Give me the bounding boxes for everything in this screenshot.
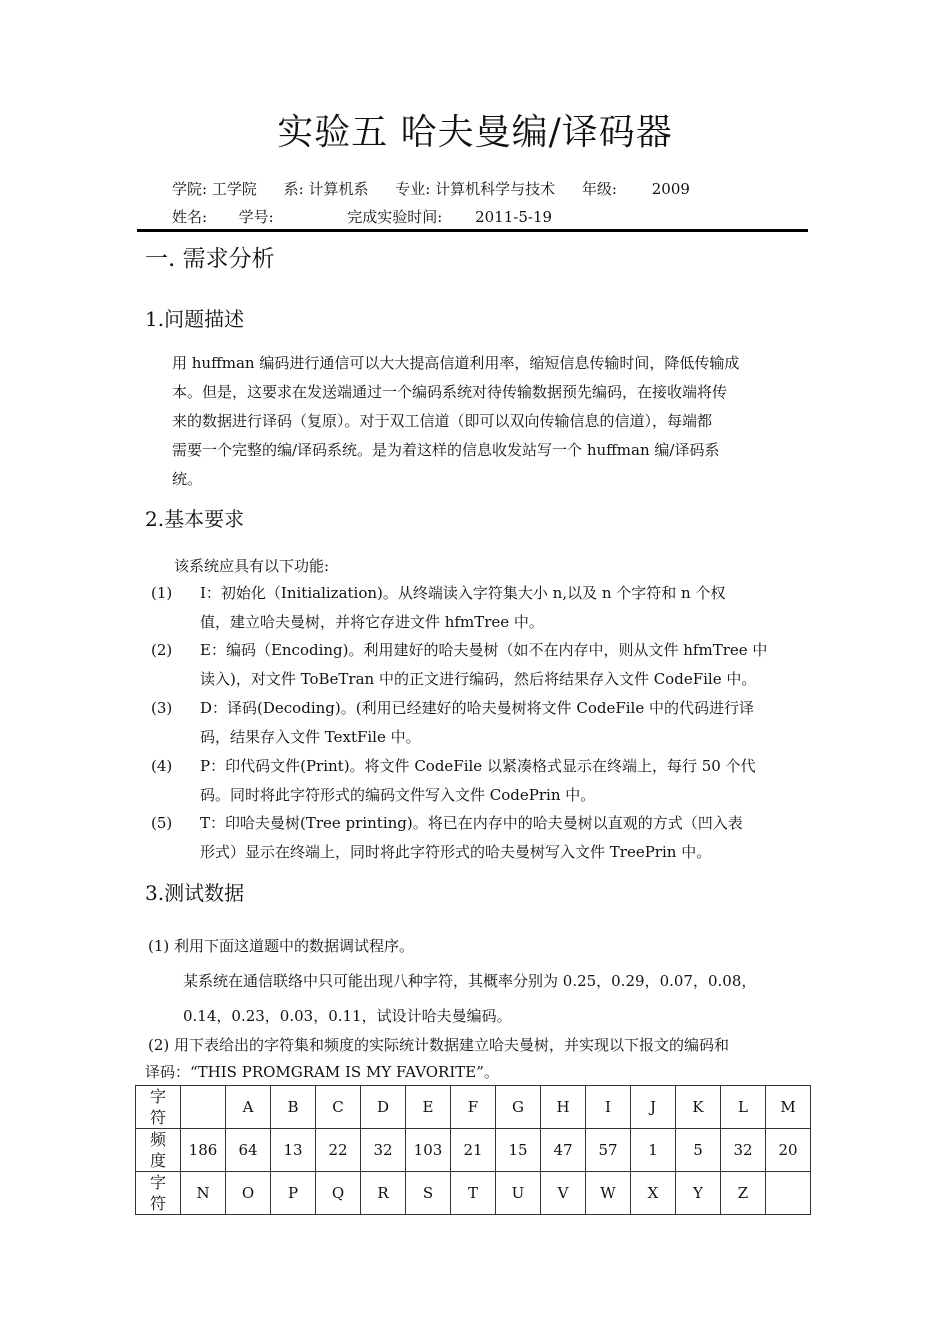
table-cell: F: [451, 1086, 496, 1129]
table-cell: Y: [676, 1172, 721, 1215]
table-cell: [181, 1086, 226, 1129]
test-data-detail-line: 0.14，0.23，0.03，0.11，试设计哈夫曼编码。: [183, 1007, 512, 1025]
table-cell: 57: [586, 1129, 631, 1172]
table-cell: O: [226, 1172, 271, 1215]
item-line: 码。同时将此字符形式的编码文件写入文件 CodePrin 中。: [200, 786, 596, 804]
completion-time-value: 2011-5-19: [475, 208, 553, 226]
table-cell: 47: [541, 1129, 586, 1172]
meta-line-2: [172, 206, 552, 227]
table-cell: 20: [766, 1129, 811, 1172]
major-label: 专业:: [395, 180, 431, 198]
page-title: 实验五 哈夫曼编/译码器: [277, 112, 673, 153]
table-cell: 32: [721, 1129, 766, 1172]
table-cell: Z: [721, 1172, 766, 1215]
table-row-chars-1: [136, 1086, 811, 1129]
test-data-item-1: (1) 利用下面这道题中的数据调试程序。: [148, 937, 415, 955]
item-line: 形式）显示在终端上，同时将此字符形式的哈夫曼树写入文件 TreePrin 中。: [200, 843, 712, 861]
item-line: 值，建立哈夫曼树，并将它存进文件 hfmTree 中。: [200, 613, 544, 631]
requirement-item: [145, 579, 808, 637]
table-cell: P: [271, 1172, 316, 1215]
student-id-label: 学号:: [238, 208, 274, 226]
table-cell: D: [361, 1086, 406, 1129]
table-row-frequencies: [136, 1129, 811, 1172]
paragraph-line: 本。但是，这要求在发送端通过一个编码系统对待传输数据预先编码，在接收端将传: [172, 383, 728, 401]
table-cell: X: [631, 1172, 676, 1215]
subsection-heading-test-data: 3.测试数据: [145, 881, 245, 905]
table-cell: 15: [496, 1129, 541, 1172]
row-label: 频 度: [136, 1129, 181, 1172]
requirement-item: [145, 636, 808, 694]
name-label: 姓名:: [172, 208, 208, 226]
table-cell: 1: [631, 1129, 676, 1172]
table-cell: G: [496, 1086, 541, 1129]
paragraph-line: 来的数据进行译码（复原）。对于双工信道（即可以双向传输信息的信道），每端都: [172, 412, 713, 430]
item-line: 码，结果存入文件 TextFile 中。: [200, 728, 421, 746]
requirement-item: [145, 752, 808, 810]
table-cell: A: [226, 1086, 271, 1129]
requirement-item: [145, 694, 808, 752]
department-label: 系:: [283, 180, 304, 198]
item-line: D：译码(Decoding)。(利用已经建好的哈夫曼树将文件 CodeFile 中的代码进行译: [200, 699, 754, 717]
table-cell: 13: [271, 1129, 316, 1172]
problem-description: [172, 349, 808, 494]
table-cell: 21: [451, 1129, 496, 1172]
frequency-table: [135, 1085, 811, 1215]
table-cell: 5: [676, 1129, 721, 1172]
table-cell: 186: [181, 1129, 226, 1172]
test-data-detail-line: 某系统在通信联络中只可能出现八种字符，其概率分别为 0.25，0.29，0.07，0.08，: [183, 972, 757, 990]
table-cell: M: [766, 1086, 811, 1129]
grade-label: 年级:: [581, 180, 617, 198]
table-cell: I: [586, 1086, 631, 1129]
item-line: P：印代码文件(Print)。将文件 CodeFile 以紧凑格式显示在终端上，每行 50 个代: [200, 757, 756, 775]
item-line: 读入)，对文件 ToBeTran 中的正文进行编码，然后将结果存入文件 CodeFile 中。: [200, 670, 757, 688]
college-value: 工学院: [211, 180, 257, 198]
table-cell: 64: [226, 1129, 271, 1172]
major-value: 计算机科学与技术: [435, 180, 556, 198]
item-number: (5): [151, 814, 173, 832]
item-number: (3): [151, 699, 173, 717]
test-data-item-2: (2) 用下表给出的字符集和频度的实际统计数据建立哈夫曼树，并实现以下报文的编码和: [148, 1036, 730, 1054]
table-cell: S: [406, 1172, 451, 1215]
table-cell: H: [541, 1086, 586, 1129]
table-cell: C: [316, 1086, 361, 1129]
header-divider: [137, 229, 808, 232]
table-cell: 32: [361, 1129, 406, 1172]
row-label: 字 符: [136, 1086, 181, 1129]
subsection-heading-problem: 1.问题描述: [145, 307, 245, 331]
subsection-heading-requirements: 2.基本要求: [145, 507, 245, 531]
section-heading-requirements: 一. 需求分析: [145, 246, 275, 272]
table-cell: R: [361, 1172, 406, 1215]
table-cell: Q: [316, 1172, 361, 1215]
paragraph-line: 统。: [172, 470, 203, 488]
table-cell: 22: [316, 1129, 361, 1172]
requirements-intro: 该系统应具有以下功能:: [174, 557, 330, 575]
table-cell: [766, 1172, 811, 1215]
table-cell: N: [181, 1172, 226, 1215]
table-cell: U: [496, 1172, 541, 1215]
table-cell: B: [271, 1086, 316, 1129]
table-cell: K: [676, 1086, 721, 1129]
item-line: I：初始化（Initialization)。从终端读入字符集大小 n,以及 n 个字符和 n 个权: [200, 584, 726, 602]
table-cell: 103: [406, 1129, 451, 1172]
department-value: 计算机系: [308, 180, 369, 198]
item-line: E：编码（Encoding)。利用建好的哈夫曼树（如不在内存中，则从文件 hfmTree 中: [200, 641, 768, 659]
table-cell: E: [406, 1086, 451, 1129]
requirement-item: [145, 809, 808, 867]
table-cell: V: [541, 1172, 586, 1215]
item-line: T：印哈夫曼树(Tree printing)。将已在内存中的哈夫曼树以直观的方式（凹入表: [200, 814, 743, 832]
row-label: 字 符: [136, 1172, 181, 1215]
table-cell: T: [451, 1172, 496, 1215]
item-number: (4): [151, 757, 173, 775]
test-data-item-2-cont: 译码：“THIS PROMGRAM IS MY FAVORITE”。: [145, 1063, 499, 1081]
table-cell: W: [586, 1172, 631, 1215]
table-cell: J: [631, 1086, 676, 1129]
completion-time-label: 完成实验时间:: [347, 208, 443, 226]
table-cell: L: [721, 1086, 766, 1129]
grade-value: 2009: [651, 180, 690, 198]
college-label: 学院:: [172, 180, 208, 198]
meta-line-1: [172, 178, 690, 199]
item-number: (2): [151, 641, 173, 659]
table-row-chars-2: [136, 1172, 811, 1215]
paragraph-line: 用 huffman 编码进行通信可以大大提高信道利用率，缩短信息传输时间，降低传输成: [172, 354, 740, 372]
paragraph-line: 需要一个完整的编/译码系统。是为着这样的信息收发站写一个 huffman 编/译码系: [172, 441, 720, 459]
item-number: (1): [151, 584, 173, 602]
